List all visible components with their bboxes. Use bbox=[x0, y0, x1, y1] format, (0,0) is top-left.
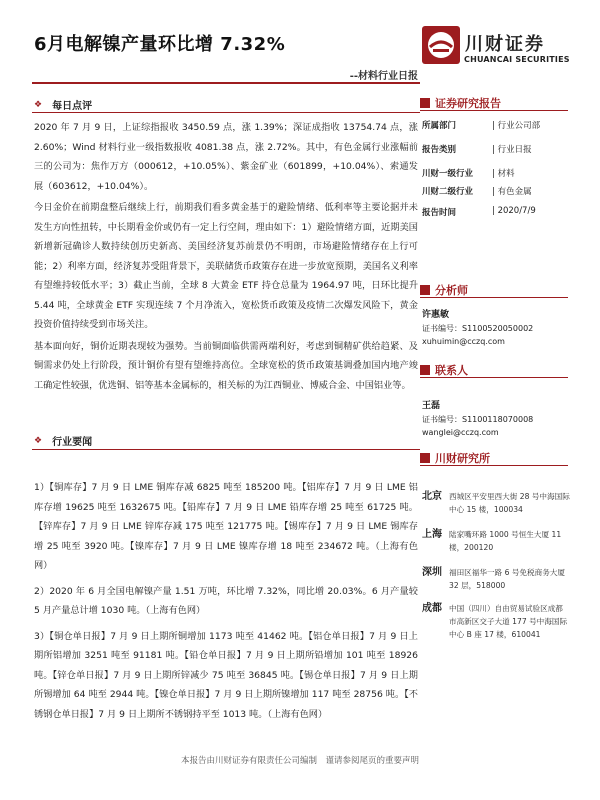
address-shenzhen: 深圳 福田区福华一路 6 号免税商务大厦 32 层，518000 bbox=[422, 567, 565, 590]
chuancai-logo-icon bbox=[422, 26, 460, 64]
analyst-email[interactable]: xuhuimin@cczq.com bbox=[422, 337, 505, 346]
daily-review-divider bbox=[32, 112, 420, 113]
contact-email[interactable]: wanglei@cczq.com bbox=[422, 428, 499, 437]
industry-news-item-nickel: 2）2020 年 6 月全国电解镍产量 1.51 万吨，环比增 7.32%，同比增 20.03%。6 月产量较 5 月产量总计增 1030 吨。（上海有色网） bbox=[34, 585, 418, 616]
industry-news-heading-label: 行业要闻 bbox=[52, 437, 93, 448]
square-bullet-icon bbox=[420, 285, 430, 295]
diamond-bullet-icon: ❖ bbox=[34, 435, 43, 446]
contact-name: 王磊 bbox=[422, 401, 441, 411]
address-shanghai: 上海 陆家嘴环路 1000 号恒生大厦 11 楼，200120 bbox=[422, 529, 562, 552]
report-title: 6月电解镍产量环比增 7.32% bbox=[34, 34, 286, 55]
contact-card bbox=[422, 400, 533, 439]
square-bullet-icon bbox=[420, 98, 430, 108]
daily-review-body bbox=[34, 118, 418, 397]
sidebar-contact-heading: 联系人 bbox=[420, 362, 468, 378]
daily-review-paragraph-gold: 今日金价在前期盘整后继续上行，前期我们看多黄金基于的避险情绪、低利率等主要论据并未发生方向性扭转，中长期看金价或仍有一定上行空间，理由如下：1）避险情绪方面，近期美国新增新冠确诊人数持续创历史新高、美国经济复苏前景仍不明朗，市场避险情绪存在上行可能；2）利率方面，经济复苏受阻背景下，美联储货币政策存在进一步放宽预期，美国名义利率有望维持较低水平；3）截止当前，全球 8 大黄金 ETF 持仓总量为 1964.97 吨，日环比提升 5.44 吨，全球黄金 ETF 实现连续 7 个月净流入，宽松货币政策及疫情二次爆发风险下，黄金投资价值持续受到市场关注。 bbox=[34, 202, 418, 330]
analyst-cert: 证书编号：S1100520050002 bbox=[422, 324, 534, 333]
daily-review-heading-label: 每日点评 bbox=[52, 101, 93, 112]
industry-news-heading bbox=[34, 433, 92, 448]
analyst-name: 许惠敏 bbox=[422, 310, 450, 320]
industry-news-divider bbox=[32, 449, 420, 450]
sidebar-institute-heading: 川财研究所 bbox=[420, 450, 490, 466]
logo-chinese-name: 川财证券 bbox=[465, 34, 545, 55]
sidebar-contact-divider bbox=[420, 377, 568, 378]
industry-news-body bbox=[34, 478, 418, 726]
sidebar-report-divider bbox=[420, 110, 568, 111]
info-row-industry-level2: 川财二级行业 | 有色金属 bbox=[422, 187, 532, 197]
square-bullet-icon bbox=[420, 365, 430, 375]
info-row-report-date: 报告时间 | 2020/7/9 bbox=[422, 206, 536, 218]
address-chengdu: 成都 中国（四川）自由贸易试验区成都市高新区交子大道 177 号中海国际中心 B 座 17 楼，610041 bbox=[422, 603, 568, 639]
info-row-industry-level1: 川财一级行业 | 材料 bbox=[422, 169, 515, 179]
info-row-report-type: 报告类别 | 行业日报 bbox=[422, 145, 532, 155]
industry-news-item-warrants: 3）【铜仓单日报】7 月 9 日上期所铜增加 1173 吨至 41462 吨。【铝仓单日报】7 月 9 日上期所铝增加 3251 吨至 91181 吨。【铅仓单日报】7 月 9 日上期所铅增加 101 吨至 18926 吨。【锌仓单日报】7 月 9 日上期所锌减少 75 吨至 36845 吨。【锡仓单日报】7 月 9 日上期所锡增加 64 吨至 2944 吨。【镍仓单日报】7 月 9 日上期所镍增加 117 吨至 28756 吨。【不锈钢仓单日报】7 月 9 日上期所不锈钢持平至 1013 吨。（上海有色网） bbox=[34, 630, 418, 720]
report-subtitle: --材料行业日报 bbox=[349, 71, 418, 82]
sidebar-institute-divider bbox=[420, 465, 568, 466]
diamond-bullet-icon: ❖ bbox=[34, 99, 43, 110]
sidebar-analyst-divider bbox=[420, 297, 568, 298]
square-bullet-icon bbox=[420, 453, 430, 463]
contact-cert: 证书编号：S1100118070008 bbox=[422, 415, 534, 424]
sidebar-report-heading: 证券研究报告 bbox=[420, 95, 501, 111]
address-beijing: 北京 西城区平安里西大街 28 号中海国际中心 15 楼，100034 bbox=[422, 491, 570, 514]
sidebar-analyst-heading: 分析师 bbox=[420, 282, 468, 298]
logo-english-name: CHUANCAI SECURITIES bbox=[464, 55, 570, 64]
analyst-card bbox=[422, 309, 533, 348]
header-divider bbox=[32, 82, 420, 84]
daily-review-paragraph-copper: 基本面向好，铜价近期表现较为强势。当前铜面临供需两端利好，考虑到铜精矿供给趋紧、及铜需求仍处上行阶段，预计铜价有望有望维持高位。全球宽松的货币政策基调叠加国内地产竣工确定性较强，优选铜、铝等基本金属标的，相关标的为江西铜业、博威合金、中国铝业等。 bbox=[34, 340, 418, 391]
daily-review-paragraph-market: 2020 年 7 月 9 日，上证综指报收 3450.59 点，涨 1.39%；深证成指收 13754.74 点，涨 2.60%；Wind 材料行业一级指数报收 4081.38 点，涨 2.72%。其中，有色金属行业涨幅前三的公司为：焦作万方（000612，+10.05%）、紫金矿业（601899，+10.04%）、索通发展（603612，+10.04%）。 bbox=[34, 122, 418, 192]
industry-news-item-inventory: 1）【铜库存】7 月 9 日 LME 铜库存减 6825 吨至 185200 吨。【铝库存】7 月 9 日 LME 铝库存增 19625 吨至 1632675 吨。【铅库存】7 月 9 日 LME 铅库存增 25 吨至 61725 吨。【锌库存】7 月 9 日 LME 锌库存减 175 吨至 121775 吨。【锡库存】7 月 9 日 LME 锡库存增 25 吨至 3920 吨。【镍库存】7 月 9 日 LME 镍库存增 18 吨至 234672 吨。（上海有色网） bbox=[34, 482, 418, 571]
footer-disclaimer: 本报告由川财证券有限责任公司编制 谨请参阅尾页的重要声明 bbox=[180, 756, 419, 766]
info-row-department: 所属部门 | 行业公司部 bbox=[422, 121, 541, 131]
daily-review-heading bbox=[34, 97, 92, 112]
